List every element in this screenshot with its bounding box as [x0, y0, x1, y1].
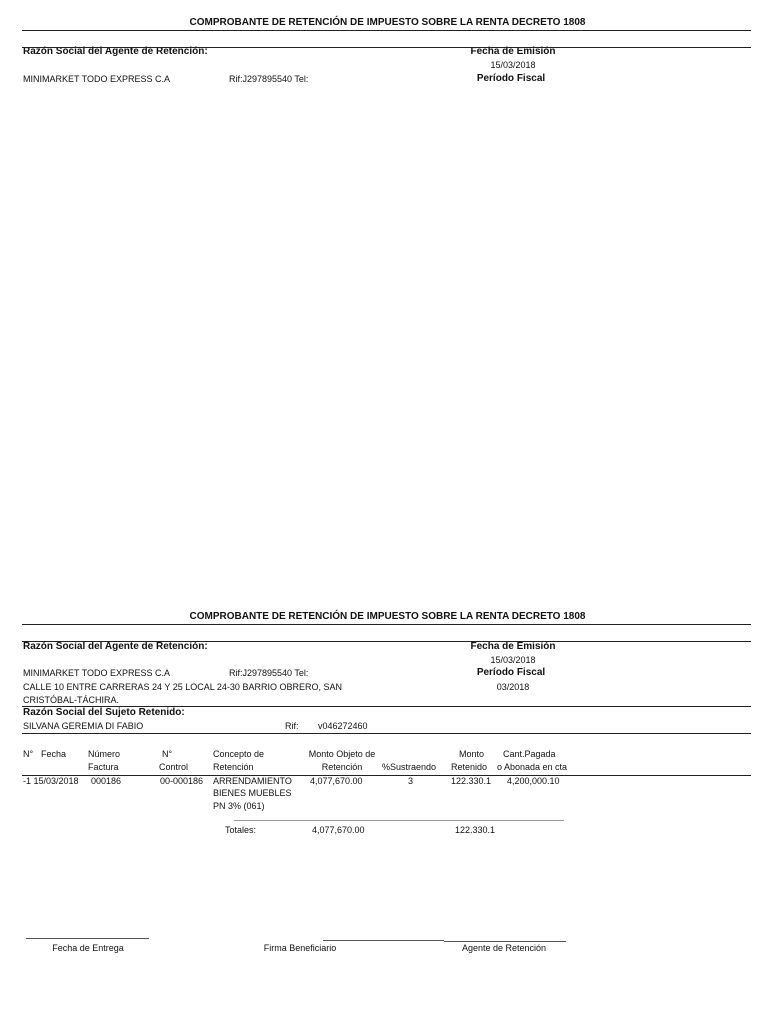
- bottom-header-divider: [22, 641, 751, 642]
- top-voucher-title: COMPROBANTE DE RETENCIÓN DE IMPUESTO SOBRE LA RENTA DECRETO 1808: [189, 17, 586, 28]
- header-n: N°: [23, 749, 34, 759]
- header-monto-retenido-1: Monto: [459, 749, 485, 759]
- subject-rif: v046272460: [318, 721, 368, 731]
- bottom-period-value: 03/2018: [496, 682, 530, 692]
- top-period-label: Período Fiscal: [476, 73, 546, 84]
- top-company-name: MINIMARKET TODO EXPRESS C.A: [23, 74, 171, 84]
- bottom-company-name: MINIMARKET TODO EXPRESS C.A: [23, 668, 171, 678]
- agent-signature-label: Agente de Retención: [461, 943, 547, 953]
- header-cant-pagada-2: o Abonada en cta: [497, 762, 568, 772]
- header-control-2: Control: [159, 762, 189, 772]
- header-concepto-1: Concepto de: [213, 749, 265, 759]
- header-cant-pagada-1: Cant.Pagada: [503, 749, 556, 759]
- bottom-company-rif: Rif:J297895540 Tel:: [229, 668, 309, 678]
- totals-monto-objeto: 4,077,670.00: [312, 825, 365, 835]
- delivery-date-label: Fecha de Entrega: [52, 943, 124, 953]
- row-concepto-1: ARRENDAMIENTO: [213, 776, 292, 786]
- bottom-emission-label: Fecha de Emisión: [470, 641, 556, 652]
- header-factura-1: Número: [88, 749, 121, 759]
- table-header-divider: [22, 775, 751, 776]
- header-fecha: Fecha: [41, 749, 67, 759]
- row-n-fecha: -1 15/03/2018: [23, 776, 79, 786]
- bottom-address-line2: CRISTÓBAL-TÁCHIRA.: [23, 695, 120, 705]
- bottom-period-label: Período Fiscal: [476, 667, 546, 678]
- row-concepto-3: PN 3% (061): [213, 801, 265, 811]
- delivery-signature-line: [26, 938, 149, 939]
- row-concepto-2: BIENES MUEBLES: [213, 788, 292, 798]
- bottom-title-divider: [22, 624, 751, 625]
- header-control-1: N°: [162, 749, 173, 759]
- totals-monto-retenido: 122.330.1: [455, 825, 496, 835]
- totals-divider: [234, 820, 564, 821]
- bottom-voucher-title: COMPROBANTE DE RETENCIÓN DE IMPUESTO SOBRE LA RENTA DECRETO 1808: [189, 611, 586, 622]
- top-title-divider: [22, 30, 751, 31]
- top-emission-label: Fecha de Emisión: [470, 46, 556, 57]
- header-concepto-2: Retención: [213, 762, 254, 772]
- top-emission-date: 15/03/2018: [490, 60, 536, 70]
- totals-label: Totales:: [225, 825, 257, 835]
- bottom-agent-label: Razón Social del Agente de Retención:: [23, 641, 208, 652]
- row-sustraendo: 3: [408, 776, 414, 786]
- agent-signature-line: [444, 941, 566, 942]
- header-monto-objeto-2: Retención: [321, 762, 363, 772]
- bottom-address-line1: CALLE 10 ENTRE CARRERAS 24 Y 25 LOCAL 24-30 BARRIO OBRERO, SAN: [23, 682, 342, 692]
- top-header-divider: [22, 47, 751, 48]
- subject-label: Razón Social del Sujeto Retenido:: [23, 707, 185, 718]
- header-factura-2: Factura: [88, 762, 119, 772]
- top-company-rif: Rif:J297895540 Tel:: [229, 74, 309, 84]
- header-monto-retenido-2: Retenido: [451, 762, 488, 772]
- row-monto-retenido: 122.330.1: [451, 776, 492, 786]
- row-cant-pagada: 4,200,000.10: [507, 776, 560, 786]
- beneficiary-signature-line: [323, 940, 444, 941]
- subject-bottom-divider: [22, 733, 751, 734]
- row-control: 00-000186: [160, 776, 204, 786]
- subject-name: SILVANA GEREMIA DI FABIO: [23, 721, 144, 731]
- subject-rif-label: Rif:: [285, 721, 299, 731]
- row-factura: 000186: [91, 776, 122, 786]
- row-monto-objeto: 4,077,670.00: [310, 776, 363, 786]
- bottom-emission-date: 15/03/2018: [490, 655, 536, 665]
- header-sustraendo: %Sustraendo: [382, 762, 437, 772]
- header-monto-objeto-1: Monto Objeto de: [308, 749, 376, 759]
- beneficiary-signature-label: Firma Beneficiario: [263, 943, 337, 953]
- top-agent-label: Razón Social del Agente de Retención:: [23, 46, 208, 57]
